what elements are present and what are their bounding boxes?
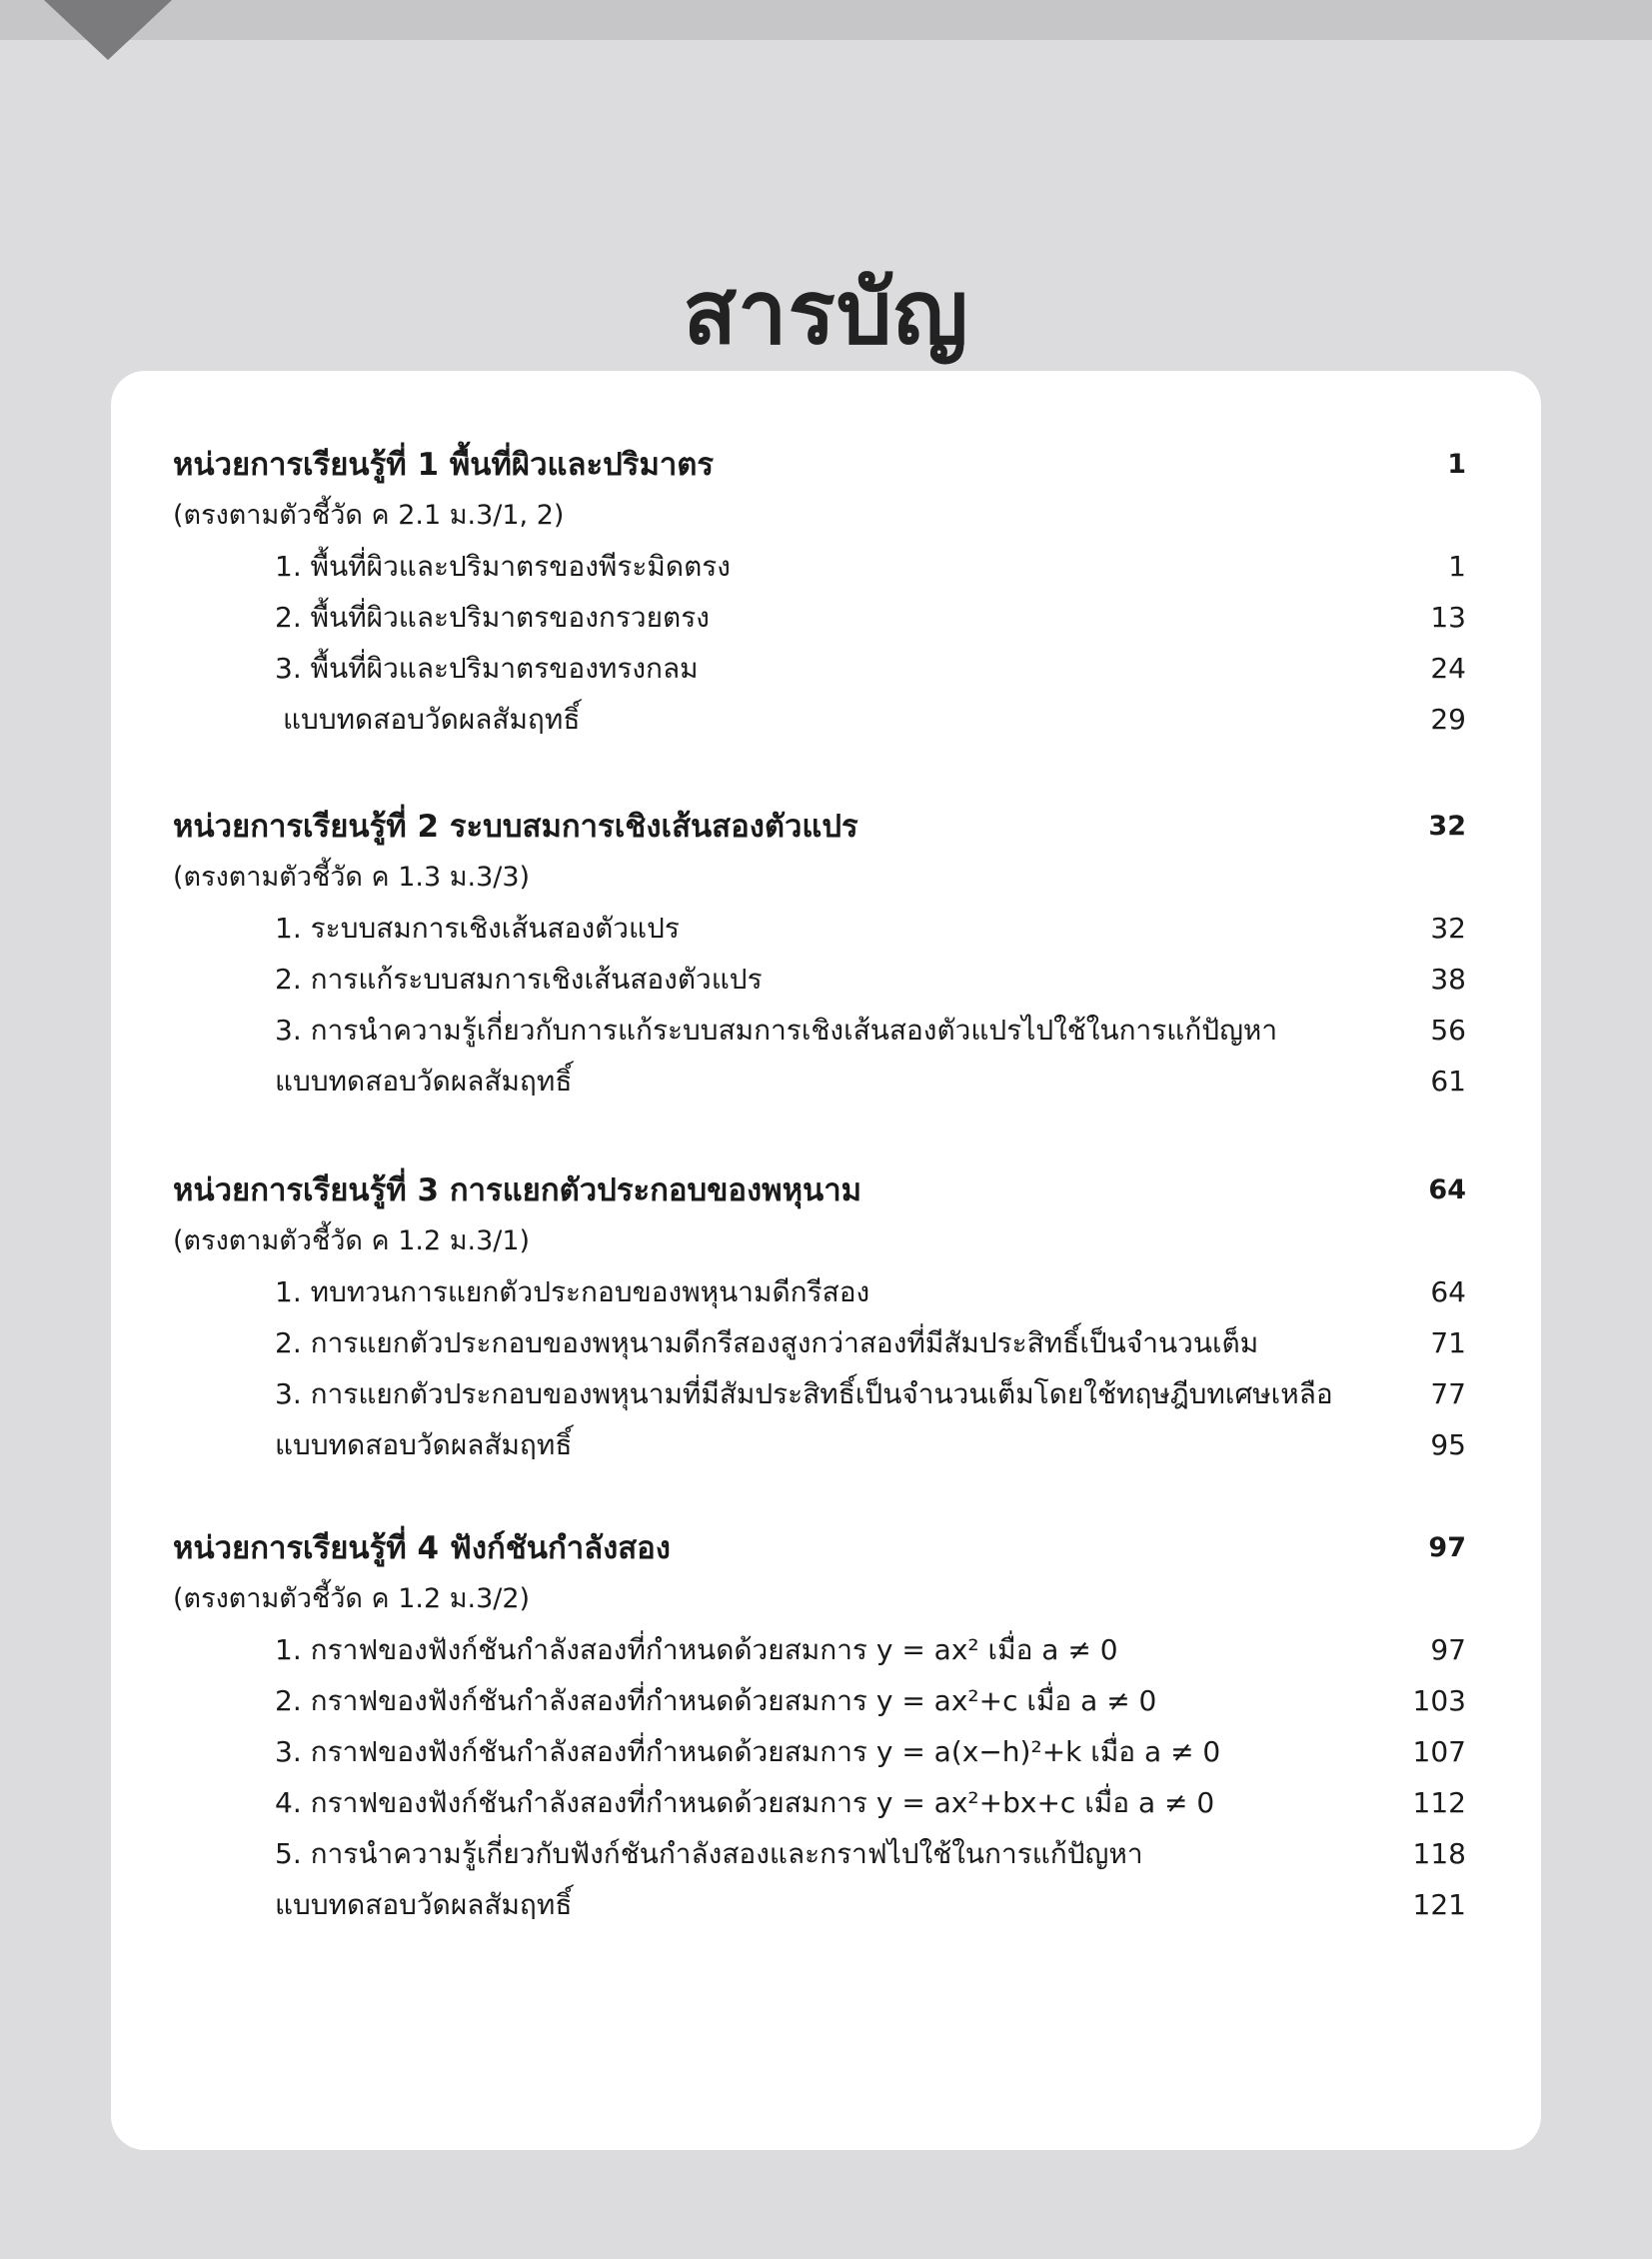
- unit-page-number: 32: [1428, 811, 1466, 842]
- unit-heading[interactable]: [111, 439, 1541, 491]
- entry-label: แบบทดสอบวัดผลสัมฤทธิ์: [275, 1888, 573, 1921]
- unit-heading[interactable]: [111, 801, 1541, 853]
- unit-indicator: (ตรงตามตัวชี้วัด ค 1.3 ม.3/3): [173, 862, 531, 893]
- page-title: สารบัญ: [683, 261, 969, 364]
- entry-label: 2. การแก้ระบบสมการเชิงเส้นสองตัวแปร: [275, 963, 763, 996]
- entry-page-number: 29: [1430, 703, 1466, 736]
- entry-label: 1. ทบทวนการแยกตัวประกอบของพหุนามดีกรีสอง: [275, 1275, 870, 1308]
- entry-label: 2. กราฟของฟังก์ชันกำลังสองที่กำหนดด้วยสมการ y = ax²+c เมื่อ a ≠ 0: [275, 1684, 1157, 1717]
- entry-page-number: 24: [1430, 652, 1466, 685]
- unit-page-number: 1: [1447, 449, 1466, 480]
- toc-entry[interactable]: [111, 1879, 1541, 1930]
- toc-entry[interactable]: [111, 1828, 1541, 1879]
- entry-page-number: 103: [1412, 1684, 1466, 1717]
- toc-entry[interactable]: [111, 1419, 1541, 1470]
- entry-label: แบบทดสอบวัดผลสัมฤทธิ์: [283, 703, 581, 736]
- toc-unit-2: [111, 801, 1541, 1107]
- entry-label: 1. ระบบสมการเชิงเส้นสองตัวแปร: [275, 912, 680, 945]
- toc-entry[interactable]: [111, 541, 1541, 592]
- entry-page-number: 56: [1430, 1014, 1466, 1047]
- toc-unit-3: [111, 1164, 1541, 1470]
- entry-page-number: 77: [1430, 1377, 1466, 1410]
- entry-label: แบบทดสอบวัดผลสัมฤทธิ์: [275, 1065, 573, 1098]
- toc-entry[interactable]: [111, 1005, 1541, 1056]
- corner-tab-marker: [44, 0, 172, 60]
- unit-indicator: (ตรงตามตัวชี้วัด ค 1.2 ม.3/2): [173, 1583, 531, 1614]
- toc-entry[interactable]: [111, 643, 1541, 694]
- unit-indicator: (ตรงตามตัวชี้วัด ค 1.2 ม.3/1): [173, 1225, 531, 1256]
- unit-heading[interactable]: [111, 1522, 1541, 1574]
- unit-title: หน่วยการเรียนรู้ที่ 4 ฟังก์ชันกำลังสอง: [173, 1530, 671, 1566]
- entry-page-number: 95: [1430, 1428, 1466, 1461]
- toc-entry[interactable]: [111, 1317, 1541, 1368]
- toc-entry[interactable]: [111, 1777, 1541, 1828]
- toc-entry[interactable]: [111, 903, 1541, 954]
- entry-page-number: 118: [1412, 1837, 1466, 1870]
- entry-page-number: 107: [1412, 1735, 1466, 1768]
- toc-unit-4: [111, 1522, 1541, 1930]
- entry-page-number: 121: [1412, 1888, 1466, 1921]
- top-bar: [0, 0, 1652, 40]
- unit-title: หน่วยการเรียนรู้ที่ 1 พื้นที่ผิวและปริมาตร: [173, 447, 715, 483]
- toc-entry[interactable]: [111, 1368, 1541, 1419]
- toc-entry[interactable]: [111, 1624, 1541, 1675]
- entry-page-number: 32: [1430, 912, 1466, 945]
- entry-label: แบบทดสอบวัดผลสัมฤทธิ์: [275, 1428, 573, 1461]
- entry-page-number: 1: [1448, 550, 1466, 583]
- unit-indicator: (ตรงตามตัวชี้วัด ค 2.1 ม.3/1, 2): [173, 500, 565, 531]
- entry-label: 4. กราฟของฟังก์ชันกำลังสองที่กำหนดด้วยสมการ y = ax²+bx+c เมื่อ a ≠ 0: [275, 1786, 1215, 1819]
- entry-page-number: 64: [1430, 1275, 1466, 1308]
- toc-card: [111, 371, 1541, 2150]
- unit-heading[interactable]: [111, 1164, 1541, 1216]
- toc-entry[interactable]: [111, 1056, 1541, 1107]
- entry-page-number: 112: [1412, 1786, 1466, 1819]
- entry-page-number: 71: [1430, 1326, 1466, 1359]
- entry-label: 2. พื้นที่ผิวและปริมาตรของกรวยตรง: [275, 601, 710, 634]
- toc-unit-1: [111, 439, 1541, 745]
- toc-entry[interactable]: [111, 694, 1541, 745]
- entry-label: 3. กราฟของฟังก์ชันกำลังสองที่กำหนดด้วยสมการ y = a(x−h)²+k เมื่อ a ≠ 0: [275, 1735, 1221, 1768]
- entry-page-number: 13: [1430, 601, 1466, 634]
- unit-page-number: 64: [1428, 1174, 1466, 1205]
- entry-label: 3. การแยกตัวประกอบของพหุนามที่มีสัมประสิทธิ์เป็นจำนวนเต็มโดยใช้ทฤษฎีบทเศษเหลือ: [275, 1377, 1333, 1410]
- entry-label: 3. พื้นที่ผิวและปริมาตรของทรงกลม: [275, 652, 699, 685]
- entry-label: 5. การนำความรู้เกี่ยวกับฟังก์ชันกำลังสองและกราฟไปใช้ในการแก้ปัญหา: [275, 1837, 1143, 1870]
- unit-title: หน่วยการเรียนรู้ที่ 2 ระบบสมการเชิงเส้นสองตัวแปร: [173, 809, 858, 845]
- toc-entry[interactable]: [111, 592, 1541, 643]
- unit-page-number: 97: [1428, 1532, 1466, 1563]
- entry-label: 3. การนำความรู้เกี่ยวกับการแก้ระบบสมการเชิงเส้นสองตัวแปรไปใช้ในการแก้ปัญหา: [275, 1014, 1278, 1047]
- toc-entry[interactable]: [111, 1726, 1541, 1777]
- toc-entry[interactable]: [111, 954, 1541, 1005]
- entry-label: 1. กราฟของฟังก์ชันกำลังสองที่กำหนดด้วยสมการ y = ax² เมื่อ a ≠ 0: [275, 1633, 1118, 1666]
- entry-label: 1. พื้นที่ผิวและปริมาตรของพีระมิดตรง: [275, 550, 731, 583]
- toc-entry[interactable]: [111, 1675, 1541, 1726]
- entry-page-number: 97: [1430, 1633, 1466, 1666]
- unit-title: หน่วยการเรียนรู้ที่ 3 การแยกตัวประกอบของพหุนาม: [173, 1172, 862, 1208]
- toc-entry[interactable]: [111, 1266, 1541, 1317]
- entry-label: 2. การแยกตัวประกอบของพหุนามดีกรีสองสูงกว่าสองที่มีสัมประสิทธิ์เป็นจำนวนเต็ม: [275, 1326, 1259, 1359]
- entry-page-number: 61: [1430, 1065, 1466, 1098]
- entry-page-number: 38: [1430, 963, 1466, 996]
